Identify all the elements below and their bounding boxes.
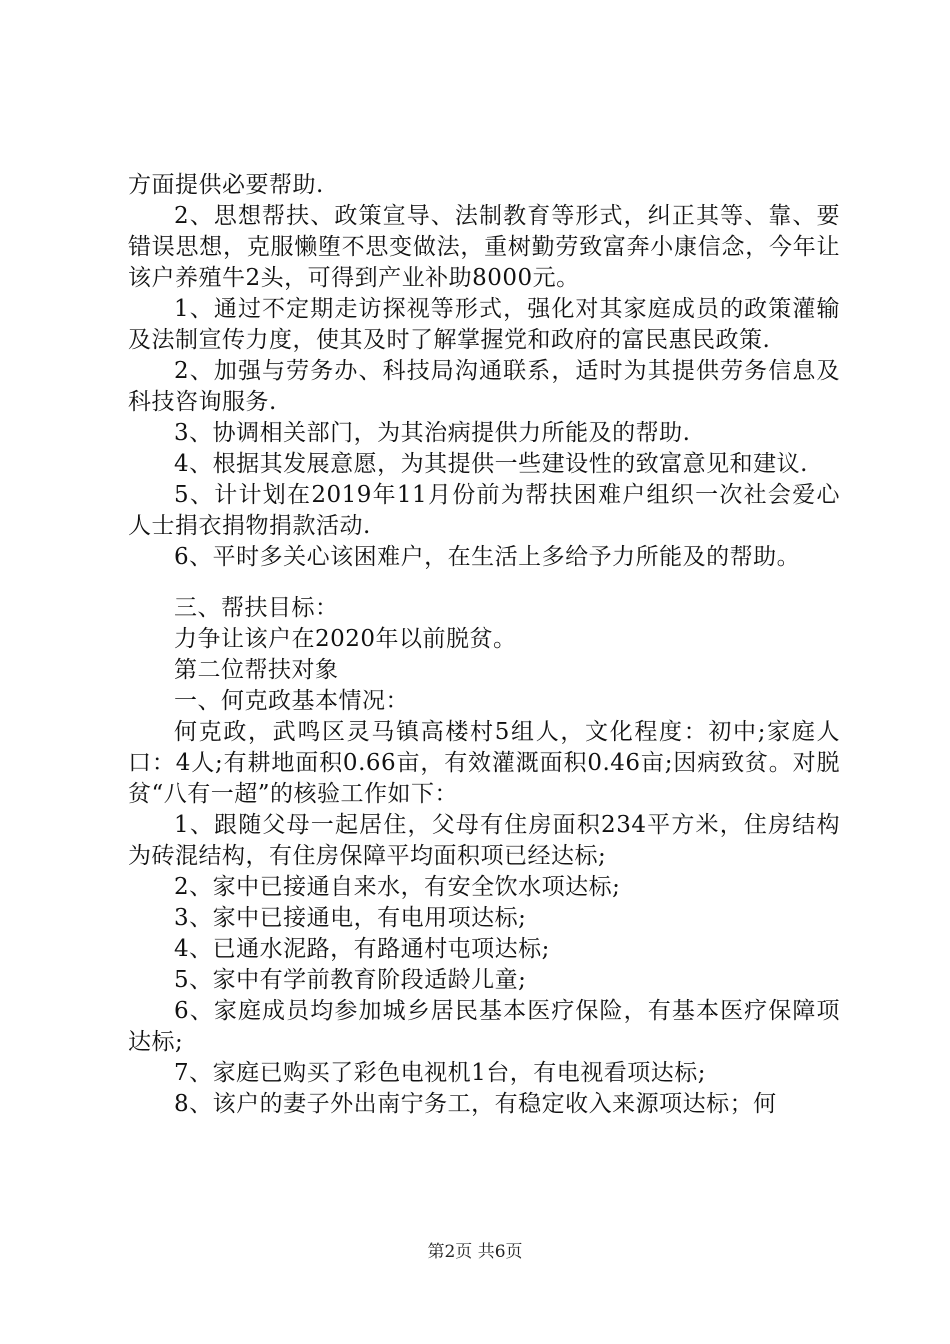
paragraph-item: 2、思想帮扶、政策宣导、法制教育等形式，纠正其等、靠、要错误思想，克服懒堕不思变做法，重树勤劳致富奔小康信念，今年让该户养殖牛2头，可得到产业补助8000元。 — [128, 203, 840, 291]
document-body — [128, 170, 840, 1120]
paragraph-item: 5、家中有学前教育阶段适龄儿童; — [174, 967, 527, 993]
paragraph-item: 4、已通水泥路，有路通村屯项达标; — [174, 936, 550, 962]
paragraph-item: 力争让该户在2020年以前脱贫。 — [174, 626, 517, 652]
paragraph-item: 2、加强与劳务办、科技局沟通联系，适时为其提供劳务信息及科技咨询服务. — [128, 358, 840, 415]
paragraph-item: 3、协调相关部门，为其治病提供力所能及的帮助. — [174, 420, 691, 446]
paragraph-item: 4、根据其发展意愿，为其提供一些建设性的致富意见和建议. — [174, 451, 808, 477]
paragraph-item: 何克政，武鸣区灵马镇高楼村5组人，文化程度：初中;家庭人口：4人;有耕地面积0.66亩，有效灌溉面积0.46亩;因病致贫。对脱贫“八有一超”的核验工作如下： — [128, 719, 840, 807]
paragraph-item: 6、平时多关心该困难户，在生活上多给予力所能及的帮助。 — [174, 544, 801, 570]
paragraph-item: 5、计计划在2019年11月份前为帮扶困难户组织一次社会爱心人士捐衣捐物捐款活动. — [128, 482, 840, 539]
page-number-footer: 第2页 共6页 — [427, 1242, 523, 1262]
section-heading: 第二位帮扶对象 — [174, 657, 339, 683]
paragraph-item: 1、跟随父母一起居住，父母有住房面积234平方米，住房结构为砖混结构，有住房保障平均面积项已经达标; — [128, 812, 840, 869]
section-heading: 三、帮扶目标： — [174, 595, 339, 621]
section-heading: 一、何克政基本情况： — [174, 688, 409, 714]
paragraph-item: 2、家中已接通自来水，有安全饮水项达标; — [174, 874, 621, 900]
paragraph-item: 1、通过不定期走访探视等形式，强化对其家庭成员的政策灌输及法制宣传力度，使其及时了解掌握党和政府的富民惠民政策. — [128, 296, 840, 353]
paragraph-item: 8、该户的妻子外出南宁务工，有稳定收入来源项达标；何 — [174, 1091, 777, 1117]
paragraph-item: 3、家中已接通电，有电用项达标; — [174, 905, 527, 931]
paragraph-item: 6、家庭成员均参加城乡居民基本医疗保险，有基本医疗保障项达标; — [128, 998, 840, 1055]
paragraph-item: 7、家庭已购买了彩色电视机1台，有电视看项达标; — [174, 1060, 707, 1086]
paragraph-continuation: 方面提供必要帮助. — [128, 172, 324, 198]
